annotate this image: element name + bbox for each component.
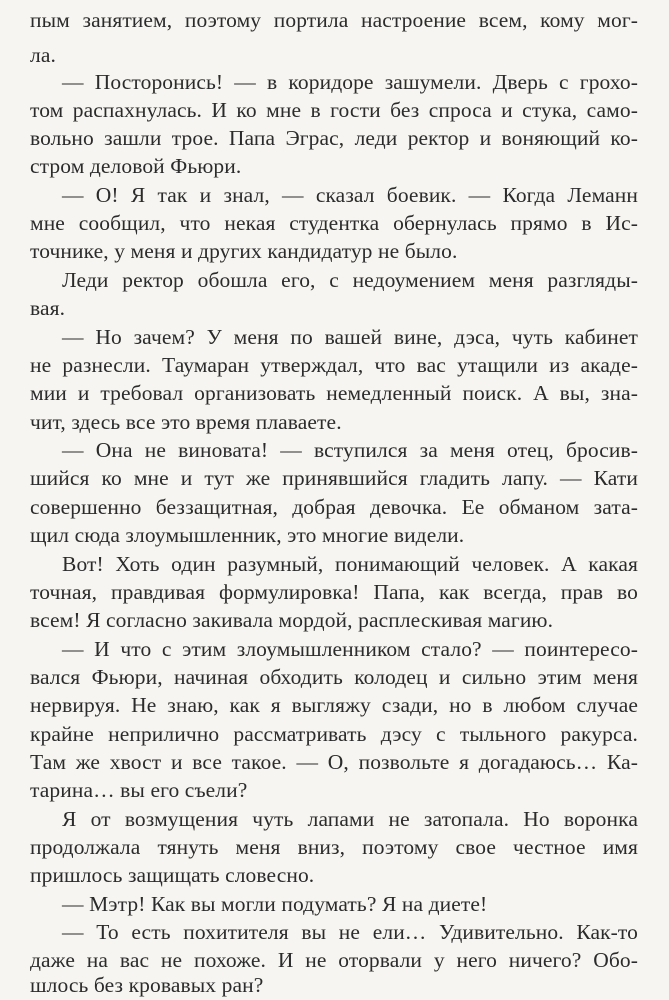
text-line: — Посторонись! — в коридоре зашумели. Дверь с грохо-: [62, 70, 638, 94]
text-line: — О! Я так и знал, — сказал боевик. — Когда Леманн: [62, 183, 638, 207]
text-line: продолжала тянуть меня вниз, поэтому свое честное имя: [30, 835, 638, 859]
text-line: тарина… вы его съели?: [30, 778, 248, 802]
text-line: пым занятием, поэтому портила настроение всем, кому мог-: [30, 8, 638, 32]
text-line: вольно зашли трое. Папа Эграс, леди ректор и воняющий ко-: [30, 126, 638, 150]
text-line: вался Фьюри, начиная обходить колодец и сильно этим меня: [30, 665, 638, 689]
text-line: нервируя. Не знаю, как я выгляжу сзади, но в любом случае: [30, 693, 638, 717]
text-line: — То есть похитителя вы не ели… Удивительно. Как-то: [62, 920, 638, 944]
text-line: не разнесли. Таумаран утверждал, что вас утащили из акаде-: [30, 353, 638, 377]
text-line: даже на вас не похоже. И не оторвали у него ничего? Обо-: [30, 948, 638, 972]
text-line: крайне неприлично рассматривать дэсу с тыльного ракурса.: [30, 722, 638, 746]
text-line: пришлось защищать словесно.: [30, 863, 315, 887]
text-line: Там же хвост и все такое. — О, позвольте я догадаюсь… Ка-: [30, 750, 638, 774]
text-line: шийся ко мне и тут же принявшийся гладить лапу. — Кати: [30, 466, 638, 490]
text-line: — Она не виновата! — вступился за меня отец, бросив-: [62, 438, 638, 462]
text-line: шлось без кровавых ран?: [30, 973, 264, 997]
text-line: вая.: [30, 296, 66, 320]
text-line: Вот! Хоть один разумный, понимающий человек. А какая: [62, 552, 638, 576]
text-line: — Но зачем? У меня по вашей вине, дэса, чуть кабинет: [62, 325, 638, 349]
text-line: ла.: [30, 43, 56, 67]
text-line: мне сообщил, что некая студентка обернулась прямо в Ис-: [30, 211, 638, 235]
text-line: точная, правдивая формулировка! Папа, как всегда, прав во: [30, 580, 638, 604]
text-line: точнике, у меня и других кандидатур не было.: [30, 239, 458, 263]
text-line: стром деловой Фьюри.: [30, 154, 242, 178]
text-line: том распахнулась. И ко мне в гости без спроса и стука, само-: [30, 98, 638, 122]
text-line: Леди ректор обошла его, с недоумением меня разгляды-: [62, 268, 638, 292]
text-line: чит, здесь все это время плаваете.: [30, 410, 342, 434]
text-line: всем! Я согласно закивала мордой, расплескивая магию.: [30, 608, 554, 632]
text-line: совершенно беззащитная, добрая девочка. Ее обманом зата-: [30, 495, 638, 519]
text-line: — И что с этим злоумышленником стало? — поинтересо-: [62, 637, 638, 661]
text-line: мии и требовал организовать немедленный поиск. А вы, зна-: [30, 381, 638, 405]
text-line: — Мэтр! Как вы могли подумать? Я на диете!: [62, 892, 488, 916]
text-line: Я от возмущения чуть лапами не затопала. Но воронка: [62, 807, 638, 831]
text-line: щил сюда злоумышленник, это многие видели.: [30, 523, 465, 547]
